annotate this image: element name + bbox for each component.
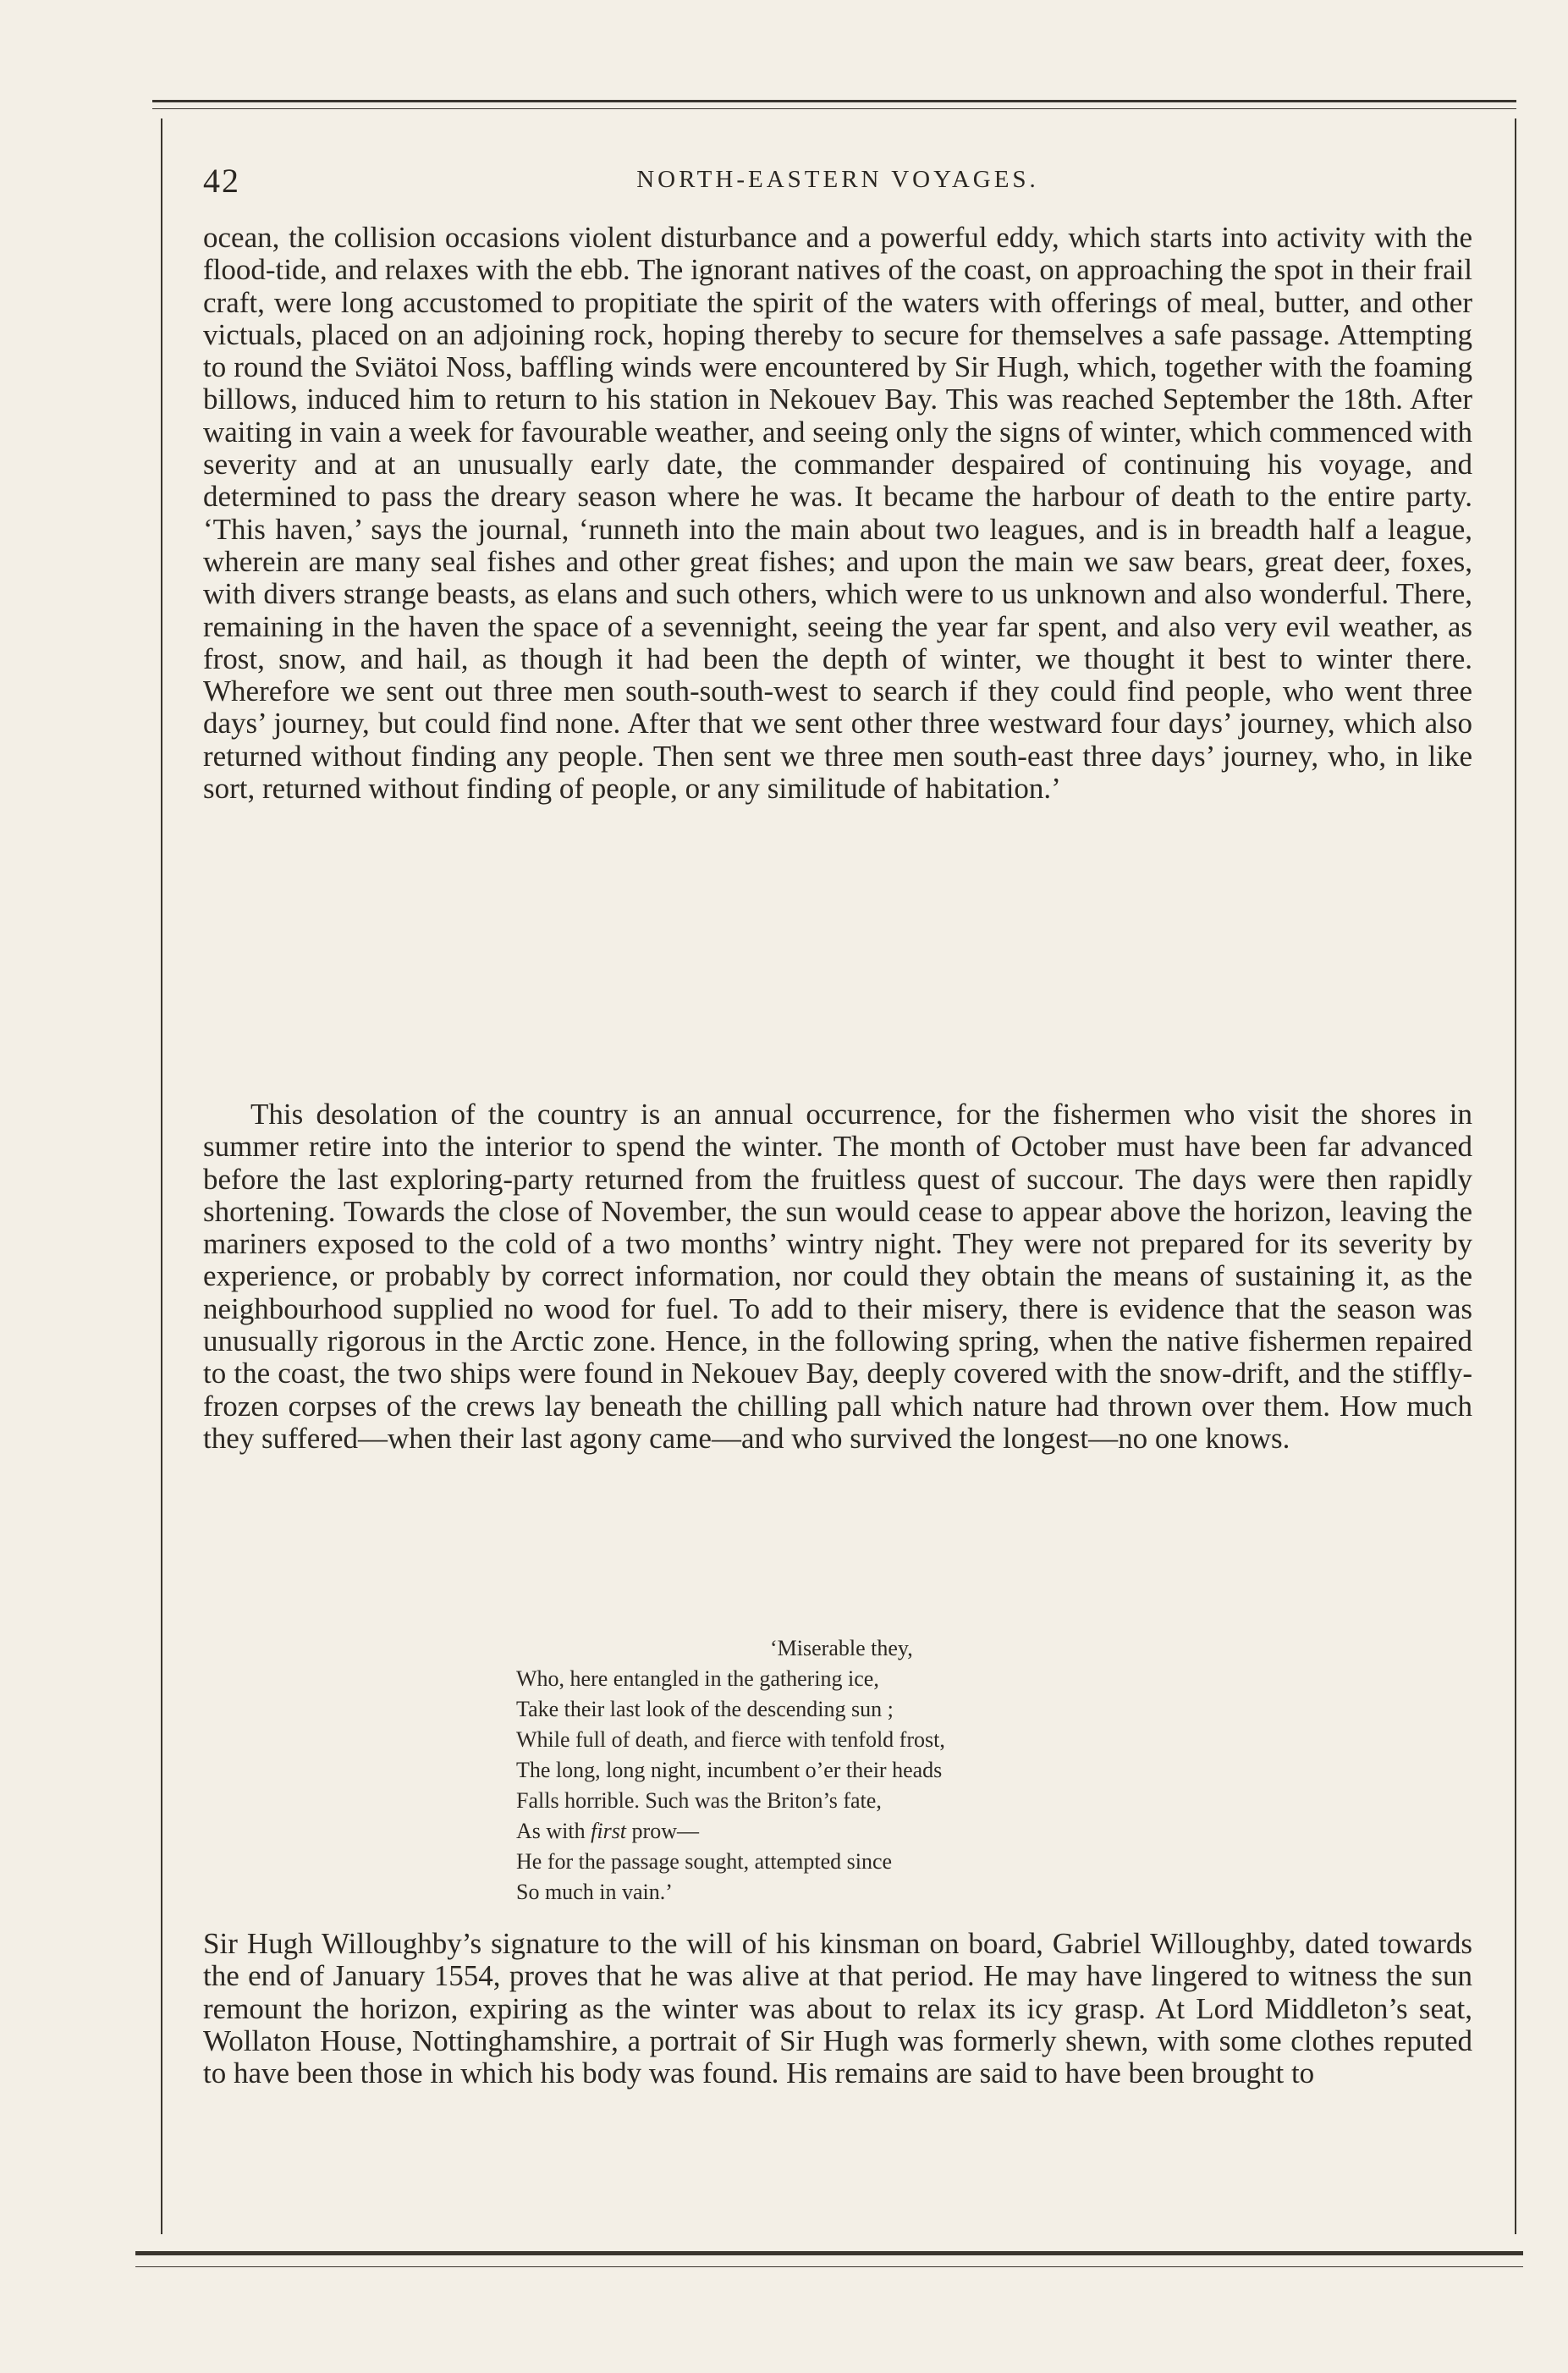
paragraph-text: ocean, the collision occasions violent disturbance and a powerful eddy, which starts into activity with the flood-tide, and relaxes with the ebb. The ignorant natives of the coast, on approaching the spot in their frail craft, were long accustomed to propitiate the spirit of the waters with offerings of meal, butter, and other victuals, placed on an adjoining rock, hoping thereby to secure for themselves a safe passage. Attempting to round the Sviätoi Noss, baffling winds were encountered by Sir Hugh, which, together with the foaming billows, induced him to return to his station in Nekouev Bay. This was reached September the 18th. After waiting in vain a week for favourable weather, and seeing only the signs of winter, which commenced with severity and at an unusually early date, the commander despaired of continuing his voyage, and determined to pass the dreary season where he was. It became the harbour of death to the entire party. ‘This haven,’ says the journal, ‘runneth into the main about two leagues, and is in breadth half a league, wherein are many seal fishes and other great fishes; and upon the main we saw bears, great deer, foxes, with divers strange beasts, as elans and such others, which were to us unknown and also wonderful. There, remaining in the haven the space of a sevennight, seeing the year far spent, and also very evil weather, as frost, snow, and hail, as though it had been the depth of winter, we thought it best to winter there. Wherefore we sent out three men south-south-west to search if they could find people, who went three days’ journey, but could find none. After that we sent other three westward four days’ journey, which also returned without finding any people. Then sent we three men south-east three days’ journey, who, in like sort, returned without finding of people, or any similitude of habitation.’: [203, 221, 1472, 806]
body-paragraph: [203, 222, 1472, 805]
verse-line-emphasis: first: [591, 1819, 627, 1843]
verse-line: ‘Miserable they,: [770, 1636, 913, 1660]
right-frame-rule: [1515, 118, 1516, 2234]
paragraph-text: Sir Hugh Willoughby’s signature to the will of his kinsman on board, Gabriel Willoughby, dated towards the end of January 1554, proves that he was alive at that period. He may have lingered to witness the sun remount the horizon, expiring as the winter was about to relax its icy grasp. At Lord Middleton’s seat, Wollaton House, Nottinghamshire, a portrait of Sir Hugh was formerly shewn, with some clothes reputed to have been those in which his body was found. His remains are said to have been brought to: [203, 1927, 1472, 2090]
body-paragraph: [203, 1928, 1472, 2089]
verse-line: While full of death, and fierce with tenfold frost,: [516, 1727, 945, 1752]
verse-line-part: prow—: [626, 1819, 699, 1843]
verse-line: He for the passage sought, attempted since: [516, 1849, 893, 1874]
verse-line: The long, long night, incumbent o’er their heads: [516, 1758, 943, 1782]
running-title: NORTH-EASTERN VOYAGES.: [636, 166, 1039, 193]
page-number: 42: [203, 162, 240, 200]
bottom-rule-thin: [135, 2266, 1523, 2267]
running-head: [203, 161, 1472, 200]
verse-line: Falls horrible. Such was the Briton’s fate,: [516, 1788, 882, 1813]
verse-line: Who, here entangled in the gathering ice,: [516, 1666, 879, 1691]
top-rule: [152, 100, 1516, 102]
top-rule-thin: [152, 108, 1516, 109]
verse-quotation: [516, 1633, 1193, 1908]
bottom-rule: [135, 2251, 1523, 2255]
verse-line-part: As with: [516, 1819, 591, 1843]
body-paragraph: [203, 1098, 1472, 1455]
paragraph-text: This desolation of the country is an annual occurrence, for the fishermen who visit the shores in summer retire into the interior to spend the winter. The month of October must have been far advanced before the last exploring-party returned from the fruitless quest of succour. The days were then rapidly shortening. Towards the close of November, the sun would cease to appear above the horizon, leaving the mariners exposed to the cold of a two months’ wintry night. They were not prepared for its severity by experience, or probably by correct information, nor could they obtain the means of sustaining it, as the neighbourhood supplied no wood for fuel. To add to their misery, there is evidence that the season was unusually rigorous in the Arctic zone. Hence, in the following spring, when the native fishermen repaired to the coast, the two ships were found in Nekouev Bay, deeply covered with the snow-drift, and the stiffly-frozen corpses of the crews lay beneath the chilling pall which nature had thrown over them. How much they suffered—when their last agony came—and who survived the longest—no one knows.: [203, 1098, 1472, 1455]
verse-line: [516, 1816, 1193, 1847]
verse-line: Take their last look of the descending sun ;: [516, 1697, 894, 1721]
verse-line: So much in vain.’: [516, 1880, 673, 1904]
left-frame-rule: [161, 118, 162, 2234]
